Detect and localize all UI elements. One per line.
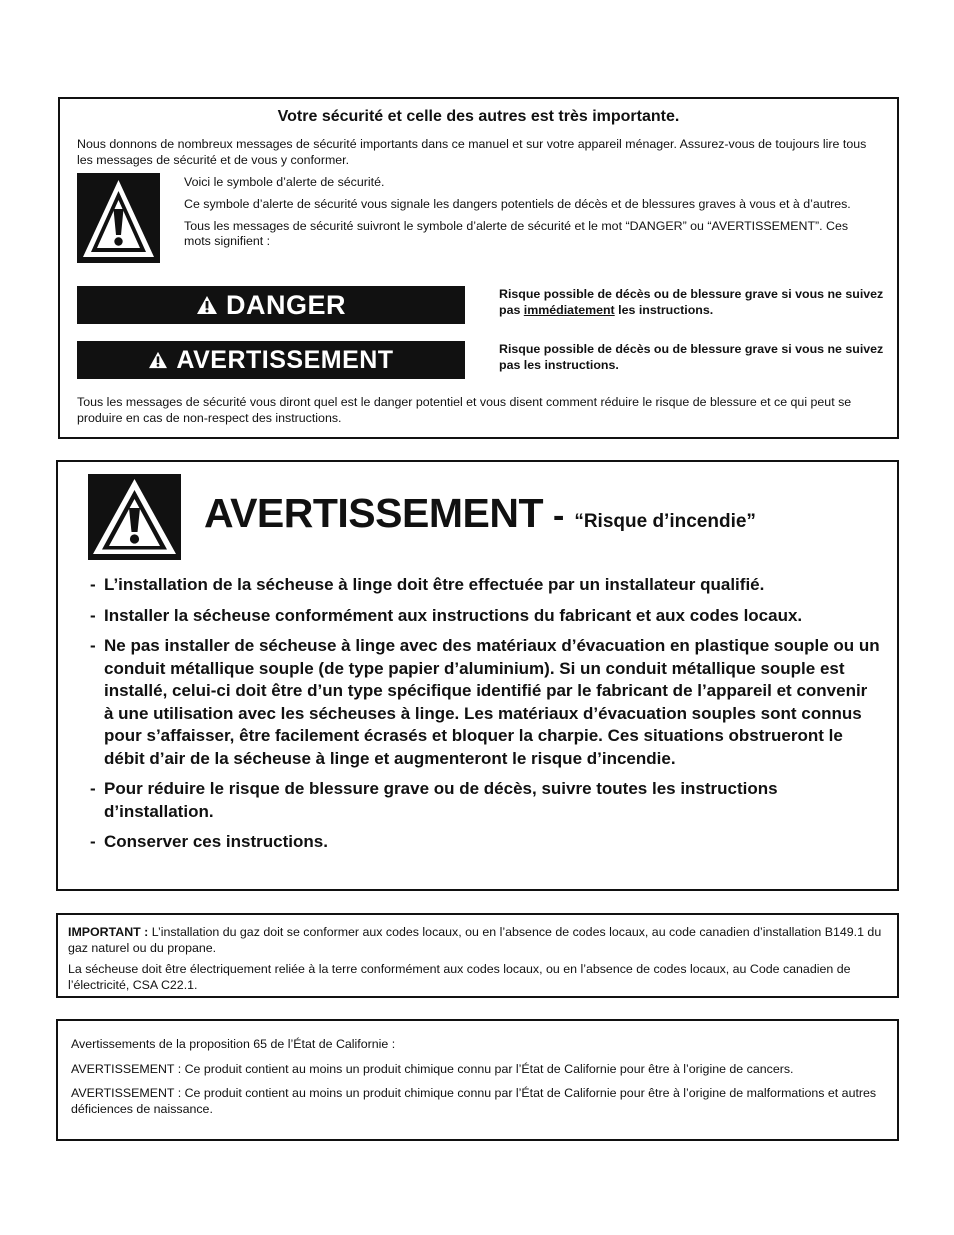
safety-title: Votre sécurité et celle des autres est très importante. [277,108,680,125]
list-item: - Pour réduire le risque de blessure grave ou de décès, suivre toutes les instructions d’installation. [90,779,778,821]
prop65-birth-warning: AVERTISSEMENT : Ce produit contient au moins un produit chimique connu par l’État de Californie pour être à l’origine de malformations et autres déficiences de naissance. [71,1086,877,1116]
symbol-description [184,175,874,256]
gas-requirement: IMPORTANT : L’installation du gaz doit se conformer aux codes locaux, ou en l’absence de codes locaux, au code canadien d’installation B149.1 du gaz naturel ou du propane. [68,925,882,955]
danger-emphasis: immédiatement [523,303,615,317]
safety-alert-icon [88,474,181,560]
fire-risk-subheading: “Risque d’incendie” [574,511,756,532]
symbol-line-1: Voici le symbole d’alerte de sécurité. [184,175,385,189]
symbol-line-2: Ce symbole d’alerte de sécurité vous signale les dangers potentiels de décès et de blessures graves à vous et à d’autres. [184,197,851,211]
fire-warning-list [90,574,880,862]
safety-intro: Nous donnons de nombreux messages de sécurité importants dans ce manuel et sur votre appareil ménager. Assurez-vous de toujours lire tous les messages de sécurité et de vous y conformer. [77,137,867,167]
fire-warning-box [56,460,899,891]
list-item: - Installer la sécheuse conformément aux instructions du fabricant et aux codes locaux. [90,605,803,625]
list-item: - Ne pas installer de sécheuse à linge avec des matériaux d’évacuation en plastique souple ou un conduit métallique souple (de type papier d’aluminium). Si un conduit métallique souple est installé, celui-ci doit être d’un type spécifique identifié par le fabricant de l’appareil et convenir à une utilisation avec les sécheuses à linge. Les matériaux d’évacuation souples sont connus pour s’affaisser, être facilement écrasés et bloquer la charpie. Ces situations obstrueront le débit d’air de la sécheuse à linge et augmenteront le risque d’incendie. [90,636,880,768]
warning-heading: AVERTISSEMENT [204,490,543,536]
important-box [56,913,899,998]
safety-info-box [58,97,899,439]
warning-definition: Risque possible de décès ou de blessure grave si vous ne suivez pas les instructions. [499,342,884,372]
prop65-cancer-warning: AVERTISSEMENT : Ce produit contient au moins un produit chimique connu par l’État de Californie pour être à l’origine de cancers. [71,1061,794,1076]
warning-banner [77,341,465,379]
warning-triangle-icon [196,295,218,315]
safety-closing: Tous les messages de sécurité vous diront quel est le danger potentiel et vous disent comment réduire le risque de blessure et ce qui peut se produire en cas de non-respect des instructions. [77,395,852,425]
symbol-line-3: Tous les messages de sécurité suivront le symbole d’alerte de sécurité et le mot “DANGER” ou “AVERTISSEMENT”. Ces mots signifient : [184,219,849,248]
list-item: - L’installation de la sécheuse à linge doit être effectuée par un installateur qualifié. [90,575,765,594]
electric-requirement: La sécheuse doit être électriquement reliée à la terre conformément aux codes locaux, ou en l’absence de codes locaux, au Code canadien de l’électricité, CSA C22.1. [68,962,851,992]
fire-warning-heading: AVERTISSEMENT - “Risque d’incendie” [204,490,756,536]
list-item: - Conserver ces instructions. [90,832,328,851]
danger-banner [77,286,465,324]
prop65-box [56,1019,899,1141]
important-label: IMPORTANT : [68,925,149,939]
danger-label: DANGER [225,289,346,320]
danger-definition: Risque possible de décès ou de blessure grave si vous ne suivez pas immédiatement les instructions. [499,287,884,317]
safety-alert-icon [77,173,160,263]
warning-triangle-icon [148,351,168,369]
prop65-title: Avertissements de la proposition 65 de l’État de Californie : [71,1037,396,1051]
warning-label: AVERTISSEMENT [176,345,394,374]
